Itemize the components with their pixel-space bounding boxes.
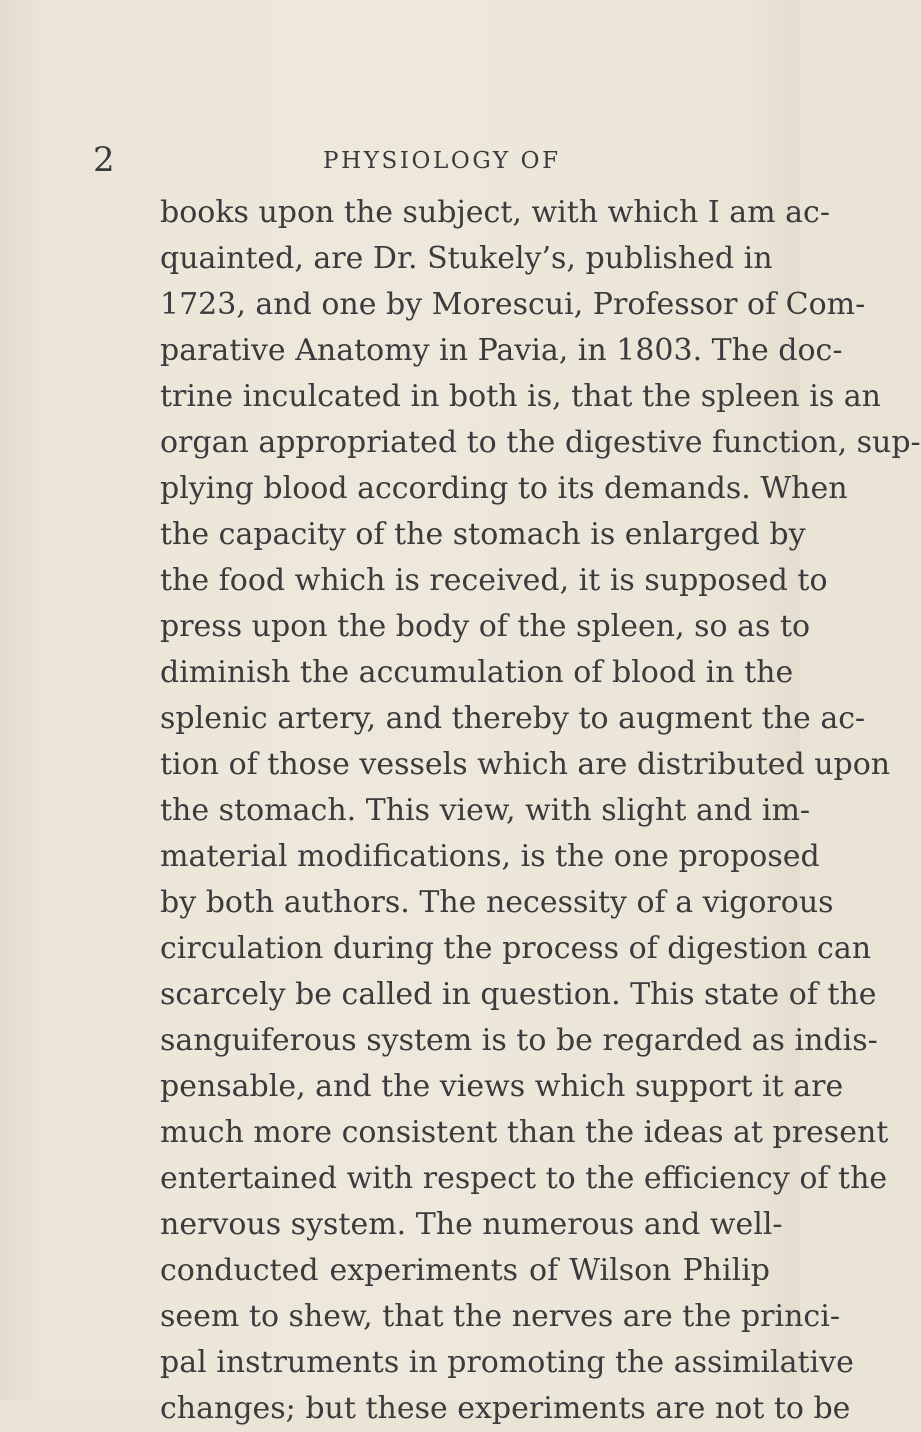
text-line: 1723, and one by Morescui, Professor of Com- [160, 287, 866, 322]
text-line: plying blood according to its demands. When [160, 471, 848, 506]
text-line: sanguiferous system is to be regarded as indis- [160, 1023, 878, 1058]
text-line: organ appropriated to the digestive function, sup- [160, 425, 921, 460]
text-line: the capacity of the stomach is enlarged by [160, 517, 806, 552]
text-line: tion of those vessels which are distributed upon [160, 747, 891, 782]
text-line: scarcely be called in question. This state of the [160, 977, 877, 1012]
text-line: parative Anatomy in Pavia, in 1803. The doc- [160, 333, 843, 368]
text-line: conducted experiments of Wilson Philip [160, 1253, 770, 1288]
text-line: circulation during the process of digestion can [160, 931, 872, 966]
text-line: pal instruments in promoting the assimilative [160, 1345, 854, 1380]
page-number: 2 [93, 140, 115, 180]
text-line: books upon the subject, with which I am ac- [160, 195, 830, 230]
text-line: entertained with respect to the efficiency of the [160, 1161, 888, 1196]
text-line: quainted, are Dr. Stukely’s, published in [160, 241, 773, 276]
page-header [0, 140, 800, 190]
text-line: diminish the accumulation of blood in the [160, 655, 794, 690]
text-line: the food which is received, it is supposed to [160, 563, 828, 598]
text-line: by both authors. The necessity of a vigorous [160, 885, 834, 920]
text-line: trine inculcated in both is, that the spleen is an [160, 379, 881, 414]
text-line: much more consistent than the ideas at present [160, 1115, 889, 1150]
text-line: nervous system. The numerous and well- [160, 1207, 783, 1242]
text-line: changes; but these experiments are not to be [160, 1391, 851, 1426]
text-line: press upon the body of the spleen, so as to [160, 609, 811, 644]
text-line: pensable, and the views which support it are [160, 1069, 844, 1104]
text-line: splenic artery, and thereby to augment the ac- [160, 701, 866, 736]
text-line: seem to shew, that the nerves are the princi- [160, 1299, 840, 1334]
body-text [160, 190, 921, 1432]
running-title: PHYSIOLOGY OF [323, 148, 561, 174]
text-line: material modifications, is the one proposed [160, 839, 820, 874]
text-line: the stomach. This view, with slight and im- [160, 793, 811, 828]
